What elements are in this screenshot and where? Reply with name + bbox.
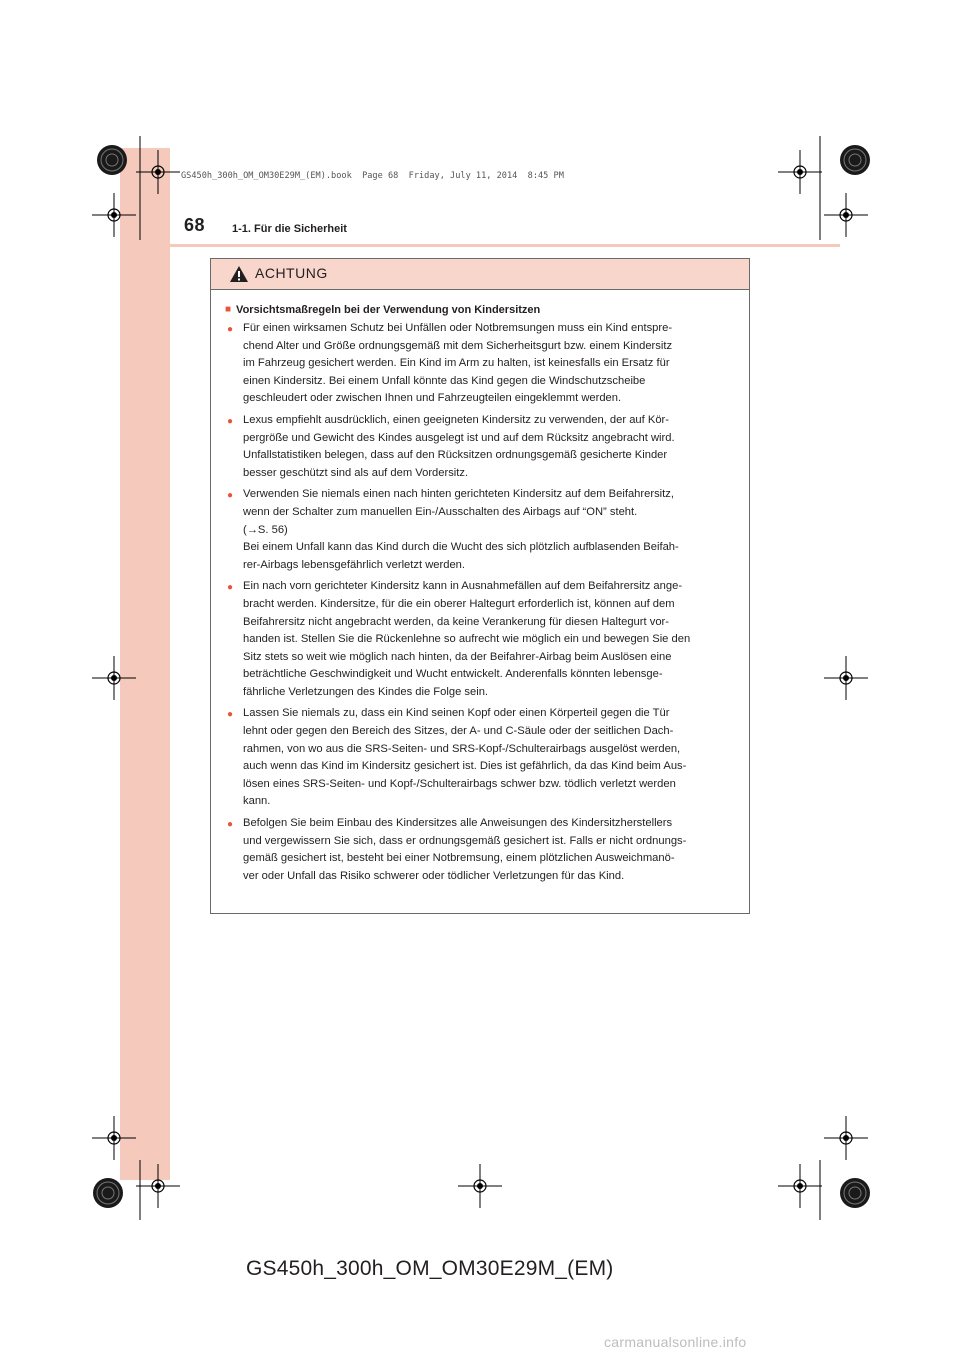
text-line: handen ist. Stellen Sie die Rückenlehne so aufrecht wie möglich ein und bewegen Sie den — [243, 633, 691, 646]
page-reference-link[interactable]: (→S. 56) — [243, 523, 288, 536]
square-bullet-icon: ■ — [225, 304, 232, 315]
caution-item-text — [243, 705, 743, 811]
registration-wheel-icon — [840, 145, 870, 175]
warning-triangle-icon — [229, 265, 249, 283]
text-line: bracht werden. Kindersitze, für die ein oberer Haltegurt erforderlich ist, können auf dem — [243, 597, 675, 610]
caution-item-text — [243, 486, 743, 574]
watermark-link[interactable]: carmanualsonline.info — [604, 1334, 747, 1350]
registration-cross-icon — [92, 1116, 136, 1160]
caution-header — [211, 259, 749, 290]
text-line: lösen eines SRS-Seiten- und Kopf-/Schulterairbags schwer bzw. tödlich verletzt werden — [243, 777, 676, 790]
text-line: pergröße und Gewicht des Kindes ausgelegt ist und auf dem Rücksitz angebracht wird. — [243, 431, 675, 444]
text-line: Ein nach vorn gerichteter Kindersitz kann in Ausnahmefällen auf dem Beifahrersitz ange- — [243, 580, 683, 593]
bullet-dot-icon: ● — [227, 709, 234, 721]
caution-item — [225, 486, 743, 574]
bullet-dot-icon: ● — [227, 490, 234, 502]
text-line: lehnt oder gegen den Bereich des Sitzes, der A- und C-Säule oder der seitlichen Dach- — [243, 725, 674, 738]
text-line: Lexus empfiehlt ausdrücklich, einen geeigneten Kindersitz zu verwenden, der auf Kör- — [243, 413, 669, 426]
caution-topic — [225, 304, 743, 316]
text-line: Befolgen Sie beim Einbau des Kindersitzes alle Anweisungen des Kindersitzherstellers — [243, 817, 673, 830]
text-line: besser geschützt sind als auf dem Vordersitz. — [243, 466, 469, 479]
text-line: rahmen, von wo aus die SRS-Seiten- und SRS-Kopf-/Schulterairbags ausgelöst werden, — [243, 742, 681, 755]
text-line: wenn der Schalter zum manuellen Ein-/Ausschalten des Airbags auf “ON” steht. — [243, 505, 638, 518]
caution-item — [225, 705, 743, 811]
text-line: kann. — [243, 795, 271, 808]
text-line: auch wenn das Kind im Kindersitz gesichert ist. Dies ist gefährlich, da das Kind beim Aus- — [243, 760, 687, 773]
registration-cross-icon — [92, 656, 136, 700]
document-code: GS450h_300h_OM_OM30E29M_(EM) — [246, 1257, 614, 1280]
text-line: ver oder Unfall das Risiko schwerer oder tödlicher Verletzungen für das Kind. — [243, 869, 625, 882]
caution-item — [225, 815, 743, 885]
bullet-dot-icon: ● — [227, 819, 234, 831]
caution-body — [211, 290, 749, 885]
text-line: einen Kindersitz. Bei einem Unfall könnte das Kind gegen die Windschutzscheibe — [243, 374, 646, 387]
page-number: 68 — [184, 215, 206, 235]
registration-cross-icon — [136, 1164, 180, 1208]
caution-item-text — [243, 578, 743, 701]
caution-item-text — [243, 412, 743, 482]
text-line: Sitz stets so weit wie möglich nach hinten, da der Beifahrer-Airbag beim Auslösen eine — [243, 650, 672, 663]
text-line: Verwenden Sie niemals einen nach hinten gerichteten Kindersitz auf dem Beifahrersitz, — [243, 488, 674, 501]
registration-cross-icon — [92, 193, 136, 237]
text-line: Lassen Sie niemals zu, dass ein Kind seinen Kopf oder einen Körperteil gegen die Tür — [243, 707, 670, 720]
text-line: und vergewissern Sie sich, dass er ordnungsgemäß gesichert ist. Falls er nicht ordnungs- — [243, 834, 687, 847]
text-line: fährliche Verletzungen des Kindes die Folge sein. — [243, 685, 489, 698]
book-stamp: GS450h_300h_OM_OM30E29M_(EM).book Page 68 Friday, July 11, 2014 8:45 PM — [181, 171, 564, 181]
registration-cross-icon — [824, 193, 868, 237]
text-line: Bei einem Unfall kann das Kind durch die Wucht des sich plötzlich aufblasenden Beifah- — [243, 541, 679, 554]
registration-cross-icon — [778, 150, 822, 194]
text-line: Beifahrersitz nicht angebracht werden, da keine Verankerung für diesen Haltegurt vor- — [243, 615, 669, 628]
text-line: im Fahrzeug gesichert werden. Ein Kind im Arm zu halten, ist keinesfalls ein Ersatz für — [243, 357, 670, 370]
caution-title: ACHTUNG — [255, 265, 328, 281]
registration-cross-icon — [458, 1164, 502, 1208]
caution-item — [225, 412, 743, 482]
bullet-dot-icon: ● — [227, 582, 234, 594]
text-line: chend Alter und Größe ordnungsgemäß mit dem Sicherheitsgurt bzw. einem Kindersitz — [243, 339, 673, 352]
registration-cross-icon — [824, 1116, 868, 1160]
registration-cross-icon — [824, 656, 868, 700]
caution-item-text — [243, 320, 743, 408]
text-line: rer-Airbags lebensgefährlich verletzt werden. — [243, 558, 465, 571]
bullet-dot-icon: ● — [227, 415, 234, 427]
caution-item — [225, 578, 743, 701]
section-title: 1-1. Für die Sicherheit — [232, 223, 347, 235]
text-line: Unfallstatistiken belegen, dass auf den Rücksitzen ordnungsgemäß gesicherte Kinder — [243, 449, 668, 462]
registration-cross-icon — [778, 1164, 822, 1208]
text-line: Für einen wirksamen Schutz bei Unfällen oder Notbremsungen muss ein Kind entspre- — [243, 322, 673, 334]
caution-box — [210, 258, 750, 914]
text-line: geschleudert oder zwischen Ihnen und Fahrzeugteilen eingeklemmt werden. — [243, 392, 622, 405]
bullet-dot-icon: ● — [227, 324, 234, 335]
caution-item — [225, 320, 743, 408]
caution-topic-text: Vorsichtsmaßregeln bei der Verwendung von Kindersitzen — [236, 304, 541, 316]
registration-wheel-icon — [93, 1178, 123, 1208]
text-line: beträchtliche Geschwindigkeit und Wucht entwickelt. Anderenfalls könnten lebensge- — [243, 668, 663, 681]
registration-wheel-icon — [97, 145, 127, 175]
registration-wheel-icon — [840, 1178, 870, 1208]
caution-item-text — [243, 815, 743, 885]
text-line: gemäß gesichert ist, besteht bei einer Notbremsung, einem plötzlichen Ausweichmanö- — [243, 852, 675, 865]
registration-cross-icon — [136, 150, 180, 194]
